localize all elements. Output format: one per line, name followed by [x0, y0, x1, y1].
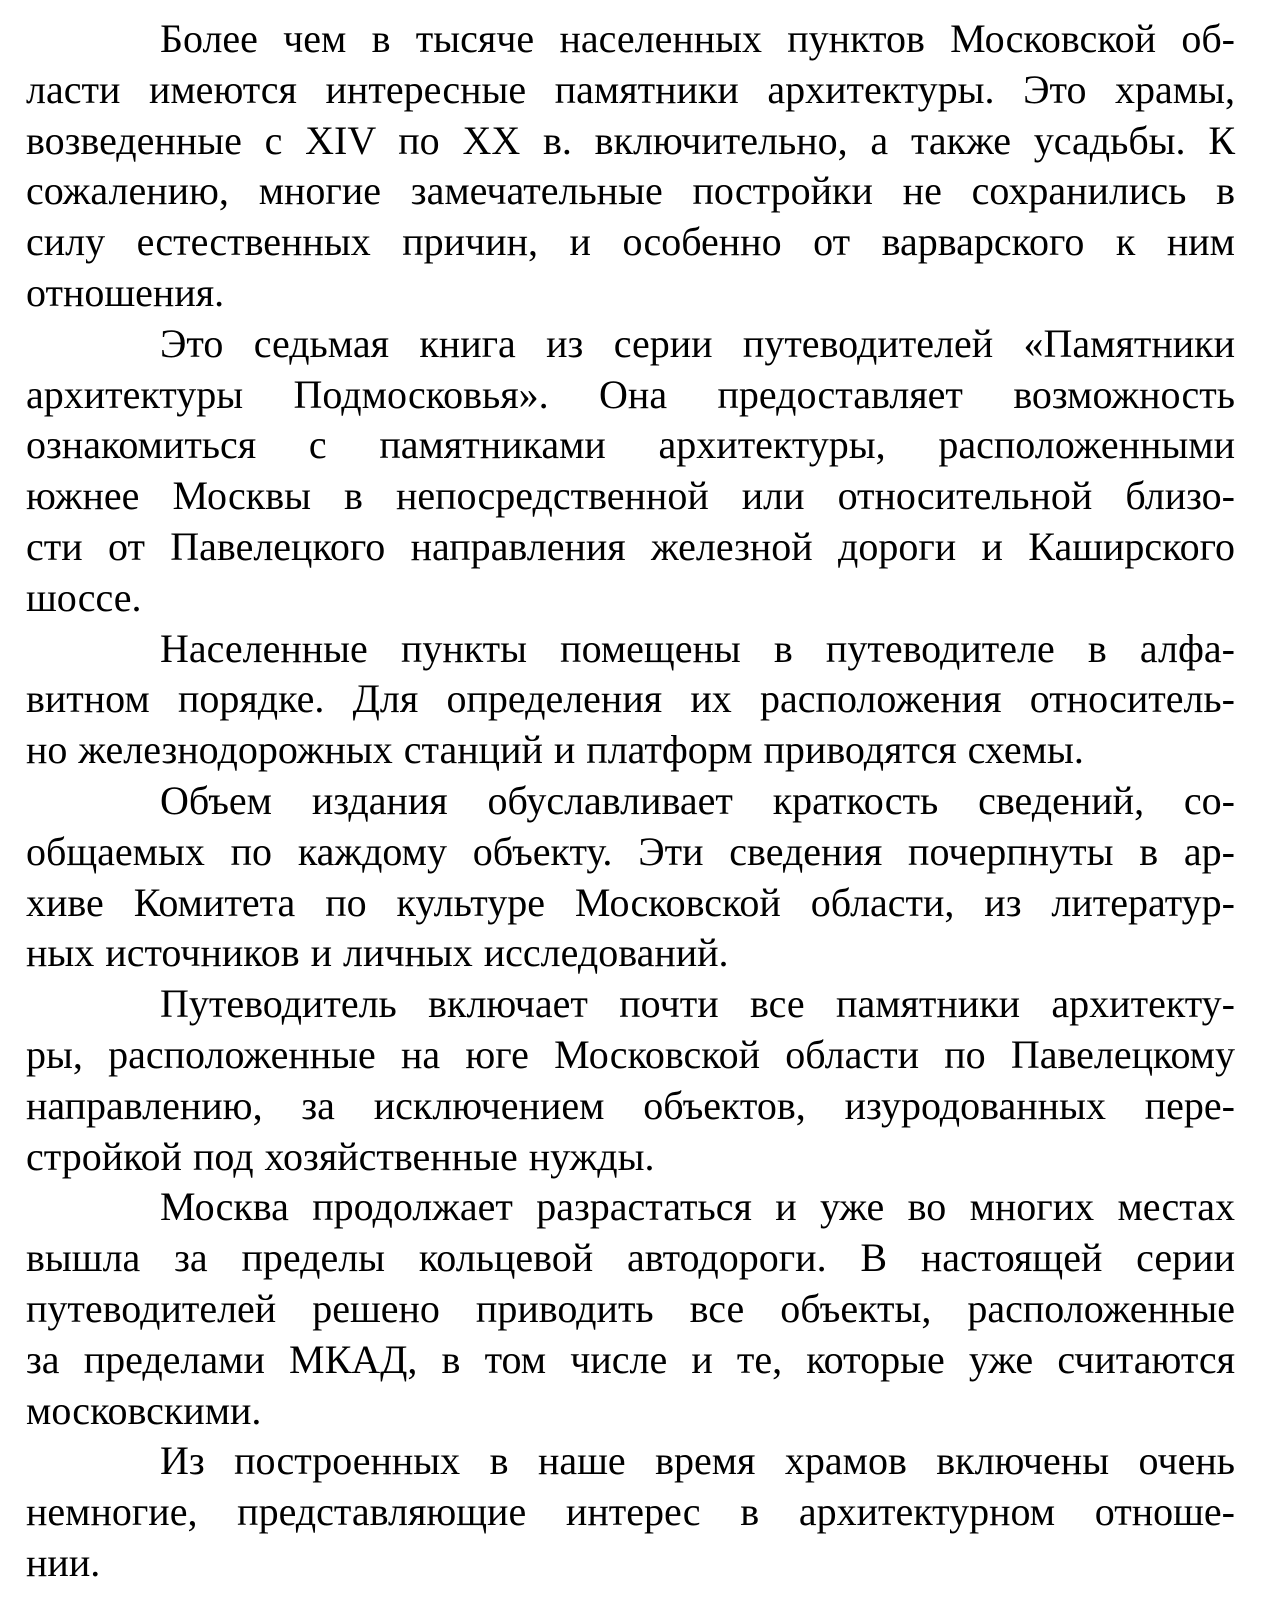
text-line: ры, расположенные на юге Московской области по Павелецкому — [26, 1031, 1235, 1077]
paragraph-7 — [26, 1436, 1235, 1588]
text-line: южнее Москвы в непосредственной или относительной близо- — [26, 473, 1235, 519]
paragraph-5 — [26, 979, 1235, 1182]
text-line: шоссе. — [26, 574, 142, 620]
text-line: стройкой под хозяйственные нужды. — [26, 1133, 655, 1179]
text-line: московскими. — [26, 1387, 262, 1433]
paragraph-1 — [26, 14, 1235, 319]
text-line: направлению, за исключением объектов, изуродованных пере- — [26, 1082, 1235, 1128]
text-line: немногие, представляющие интерес в архитектурном отноше- — [26, 1489, 1235, 1535]
text-line: Объем издания обуславливает краткость сведений, со- — [160, 777, 1235, 823]
paragraph-3 — [26, 624, 1235, 776]
text-line: отношения. — [26, 269, 225, 315]
text-line: за пределами МКАД, в том числе и те, которые уже считаются — [26, 1336, 1235, 1382]
text-line: Это седьмая книга из серии путеводителей «Памятники — [160, 320, 1235, 366]
text-line: сожалению, многие замечательные постройки не сохранились в — [26, 168, 1235, 214]
text-line: но железнодорожных станций и платформ приводятся схемы. — [26, 727, 1084, 773]
text-line: нии. — [26, 1539, 101, 1585]
text-line: Москва продолжает разрастаться и уже во многих местах — [160, 1184, 1235, 1230]
text-line: общаемых по каждому объекту. Эти сведения почерпнуты в ар- — [26, 828, 1235, 874]
text-line: архитектуры Подмосковья». Она предоставляет возможность — [26, 371, 1235, 417]
text-line: Из построенных в наше время храмов включены очень — [160, 1438, 1235, 1484]
text-line: ласти имеются интересные памятники архитектуры. Это храмы, — [26, 66, 1235, 112]
text-line: путеводителей решено приводить все объекты, расположенные — [26, 1285, 1235, 1331]
text-line: сти от Павелецкого направления железной дороги и Каширского — [26, 523, 1235, 569]
text-line: ознакомиться с памятниками архитектуры, расположенными — [26, 422, 1235, 468]
text-line: ных источников и личных исследований. — [26, 930, 729, 976]
text-line: витном порядке. Для определения их расположения относитель- — [26, 676, 1235, 722]
text-line: Более чем в тысяче населенных пунктов Московской об- — [160, 16, 1235, 61]
paragraph-6 — [26, 1182, 1235, 1436]
text-line: возведенные с XIV по XX в. включительно, а также усадьбы. К — [26, 117, 1235, 163]
paragraph-2 — [26, 319, 1235, 624]
text-line: Путеводитель включает почти все памятники архитекту- — [160, 981, 1235, 1027]
text-line: вышла за пределы кольцевой автодороги. В настоящей серии — [26, 1235, 1235, 1281]
text-line: Населенные пункты помещены в путеводителе в алфа- — [160, 625, 1235, 671]
text-line: хиве Комитета по культуре Московской области, из литератур- — [26, 879, 1235, 925]
paragraph-4 — [26, 776, 1235, 979]
text-line: силу естественных причин, и особенно от варварского к ним — [26, 219, 1235, 265]
